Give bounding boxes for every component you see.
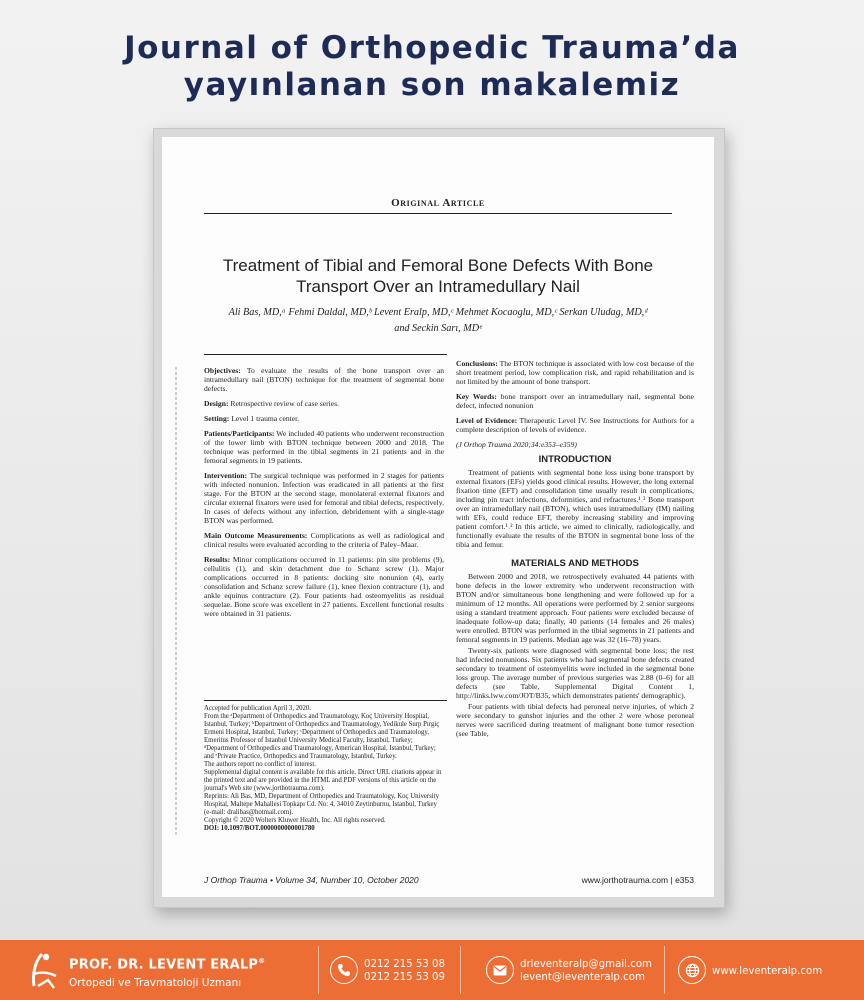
introduction-text: Treatment of patients with segmental bone loss using bone transport by external fixators (EFs) yields good clinical results. However, the long external fixation time (EFT) and consolidation time usually result in complications, including pin tract infections, deformities, and refractures.¹˒² Bone transport over an intramedullary nail (BTON), which uses intramedullary (IM) nailing with EFs, could reduce EFT, thereby increasing stability and improving patient comfort.¹˒² In this article, we aimed to clinically, radiologically, and functionally evaluate the results of the BTON in segmental bone loss of the tibia and femur. bbox=[456, 468, 694, 549]
setting-label: Setting: bbox=[204, 414, 230, 423]
outcome-text: Complications as well as radiological and clinical results were evaluated according to the criteria of Paley–Maar. bbox=[204, 531, 444, 549]
footnote: Copyright © 2020 Wolters Kluwer Health, Inc. All rights reserved. bbox=[204, 817, 386, 824]
patients-text: We included 40 patients who underwent reconstruction of the lower limb with BTON technique between 2000 and 2018. The technique was performed in the tibial segments in 21 patients and in the femoral segments in 19 patients. bbox=[204, 429, 444, 465]
objectives-label: Objectives: bbox=[204, 366, 241, 375]
authors-line-2: and Seckin Sarı, MDᵉ bbox=[394, 323, 482, 334]
email-2[interactable]: levent@leventeralp.com bbox=[520, 972, 645, 983]
footnote: Supplemental digital content is available for this article. Direct URL citations appear in the printed text and are provided in the HTML and PDF versions of this article on the journal's Web site (www.jorthotrauma.com). bbox=[204, 769, 442, 792]
phone-numbers[interactable] bbox=[364, 958, 445, 984]
phone-number-1[interactable]: 0212 215 53 08 bbox=[364, 959, 446, 970]
article-title bbox=[182, 255, 694, 297]
footnote: Reprints: Ali Bas, MD, Department of Orthopedics and Traumatology, Koç University Hospital, Maltepe Mahallesi Topkapı Cd. No: 4, 34010 Zeytinburnu, Istanbul, Turkey (e-mail: dralibas@hotmail.com). bbox=[204, 793, 439, 816]
footer-page-number: e353 bbox=[675, 875, 694, 885]
website-link[interactable]: www.leventeralp.com bbox=[712, 966, 823, 977]
abstract-right-column bbox=[456, 359, 694, 744]
intervention-text: The surgical technique was performed in 2 stages for patients with infected nonunion. Infection was eradicated in all patients at the first stage. For the BTON at the second stage, monolateral external fixators and circular external fixators were used for femoral and tibial defects, respectively. In cases of defects without any infection, debridement with a single-stage BTON was performed. bbox=[204, 471, 444, 525]
level-label: Level of Evidence: bbox=[456, 416, 518, 425]
setting-text: Level 1 trauma center. bbox=[231, 414, 300, 423]
methods-paragraph-3: Four patients with tibial defects had peroneal nerve injuries, of which 2 were secondary to gunshot injuries and the other 2 were whose peroneal nerves were sacrificed during treatment of malignant bone tumor resection (see Table, bbox=[456, 702, 694, 738]
keywords-label: Key Words: bbox=[456, 392, 497, 401]
abstract-left-column bbox=[204, 366, 444, 624]
logo-icon bbox=[22, 950, 62, 992]
headline-line-2: yayınlanan son makalemiz bbox=[183, 67, 681, 103]
footer-site: www.jorthotrauma.com bbox=[581, 875, 669, 885]
results-label: Results: bbox=[204, 555, 231, 564]
article-page bbox=[162, 137, 714, 897]
patients-label: Patients/Participants: bbox=[204, 429, 275, 438]
design-text: Retrospective review of case series. bbox=[230, 399, 339, 408]
outcome-label: Main Outcome Measurements: bbox=[204, 531, 308, 540]
divider bbox=[318, 946, 319, 994]
authors-line-1: Ali Bas, MD,ᵃ Fehmi Daldal, MD,ᵇ Levent Eralp, MD,ᶜ Mehmet Kocaoglu, MD,ᶜ Serkan Uludag, MD,ᵈ bbox=[228, 307, 648, 318]
mail-icon bbox=[486, 956, 514, 984]
title-line-1: Treatment of Tibial and Femoral Bone Defects With Bone bbox=[222, 256, 654, 275]
footnotes bbox=[204, 705, 444, 833]
results-text: Minor complications occurred in 11 patients: pin site problems (9), cellulitis (1), and skin detachment due to Schanz screw (1). Major complications occurred in 8 patients: docking site nonunion (4), early consolidation and Schanz screw failure (1), knee flexion contracture (1), and ankle equinus contracture (2). Four patients had osteomyelitis as residual sequelae. Bone score was excellent in 27 patients. Excellent functional results were obtained in 31 patients. bbox=[204, 555, 444, 618]
phone-icon bbox=[330, 956, 358, 984]
brand-name-text: PROF. DR. LEVENT ERALP bbox=[69, 957, 259, 973]
footnote: The authors report no conflict of interest. bbox=[204, 761, 316, 768]
methods-paragraph-1: Between 2000 and 2018, we retrospectively evaluated 44 patients with bone defects in the lower extremity who underwent reconstruction with BTON and/or simultaneous bone lengthening and were followed up for a minimum of 12 months. All operations were performed by 2 senior surgeons using a standard treatment approach. Four patients were excluded because of inadequate follow-up data; finally, 40 patients (14 females and 26 males) were enrolled. BTON was performed in the tibial segments in 21 patients and femoral segments in 19 patients. Median age was 32 (16–78) years. bbox=[456, 572, 694, 644]
conclusions-label: Conclusions: bbox=[456, 359, 498, 368]
introduction-heading: INTRODUCTION bbox=[538, 454, 612, 465]
headline-line-1: Journal of Orthopedic Trauma’da bbox=[124, 30, 740, 66]
contact-bar bbox=[0, 940, 864, 1000]
keywords-text: bone transport over an intramedullary nail, segmental bone defect, infected nonunion bbox=[456, 392, 694, 410]
headline bbox=[0, 30, 864, 104]
email-addresses[interactable] bbox=[520, 958, 652, 984]
footnote: Accepted for publication April 3, 2020. bbox=[204, 705, 312, 712]
abstract-left-rule bbox=[204, 354, 447, 355]
citation: (J Orthop Trauma 2020;34:e353–e359) bbox=[456, 440, 577, 449]
section-rule bbox=[204, 213, 672, 214]
methods-heading: MATERIALS AND METHODS bbox=[511, 558, 639, 569]
title-line-2: Transport Over an Intramedullary Nail bbox=[296, 277, 580, 296]
divider bbox=[460, 946, 461, 994]
footnote-rule bbox=[204, 700, 447, 701]
footer-site-page: www.jorthotrauma.com | e353 bbox=[581, 875, 694, 885]
design-label: Design: bbox=[204, 399, 229, 408]
divider bbox=[664, 946, 665, 994]
download-watermark bbox=[172, 367, 180, 837]
methods-paragraph-2: Twenty-six patients were diagnosed with segmental bone loss; the rest had infected nonunions. Six patients who had segmental bone defects created secondary to treatment of osteomyelitis were included in the segmental bone loss group. The average number of previous surgeries was 2.88 (0–6) for all defects (see Table, Supplemental Digital Content 1, http://links.lww.com/JOT/B35, which demonstrates patients' demographic). bbox=[456, 646, 694, 700]
level-text: Therapeutic Level IV. See Instructions for Authors for a complete description of levels of evidence. bbox=[456, 416, 694, 434]
author-list bbox=[192, 305, 684, 337]
brand-name bbox=[69, 957, 265, 972]
email-1[interactable]: drleventeralp@gmail.com bbox=[520, 959, 652, 970]
brand-subtitle: Ortopedi ve Travmatoloji Uzmanı bbox=[69, 977, 242, 989]
footer-journal: J Orthop Trauma • Volume 34, Number 10, October 2020 bbox=[204, 875, 419, 885]
intervention-label: Intervention: bbox=[204, 471, 248, 480]
registered-mark: ® bbox=[258, 957, 266, 965]
globe-icon bbox=[678, 956, 706, 984]
section-label: Original Article bbox=[391, 197, 485, 209]
footnote: From the ᵃDepartment of Orthopedics and Traumatology, Koç University Hospital, Istanbul, Turkey; ᵇDepartment of Orthopedics and Traumatology, Yedikule Surp Pırgiç Ermeni Hospital, Istanbul, Turkey; ᶜDepartment of Orthopedics and Traumatology, Emeritus Professor of Istanbul University Medical Faculty, Istanbul, Turkey; ᵈDepartment of Orthopedics and Traumatology, American Hospital, Istanbul, Turkey; and ᵉPrivate Practice, Orthopedics and Traumatology, Istanbul, Turkey. bbox=[204, 713, 440, 760]
phone-number-2[interactable]: 0212 215 53 09 bbox=[364, 972, 446, 983]
doi: DOI: 10.1097/BOT.0000000000001780 bbox=[204, 825, 315, 832]
conclusions-text: The BTON technique is associated with low cost because of the short treatment period, low complication risk, and rapid rehabilitation and is not limited by the amount of bone transport. bbox=[456, 359, 695, 386]
objectives-text: To evaluate the results of the bone transport over an intramedullary nail (BTON) technique for the treatment of segmental bone defects. bbox=[204, 366, 444, 393]
